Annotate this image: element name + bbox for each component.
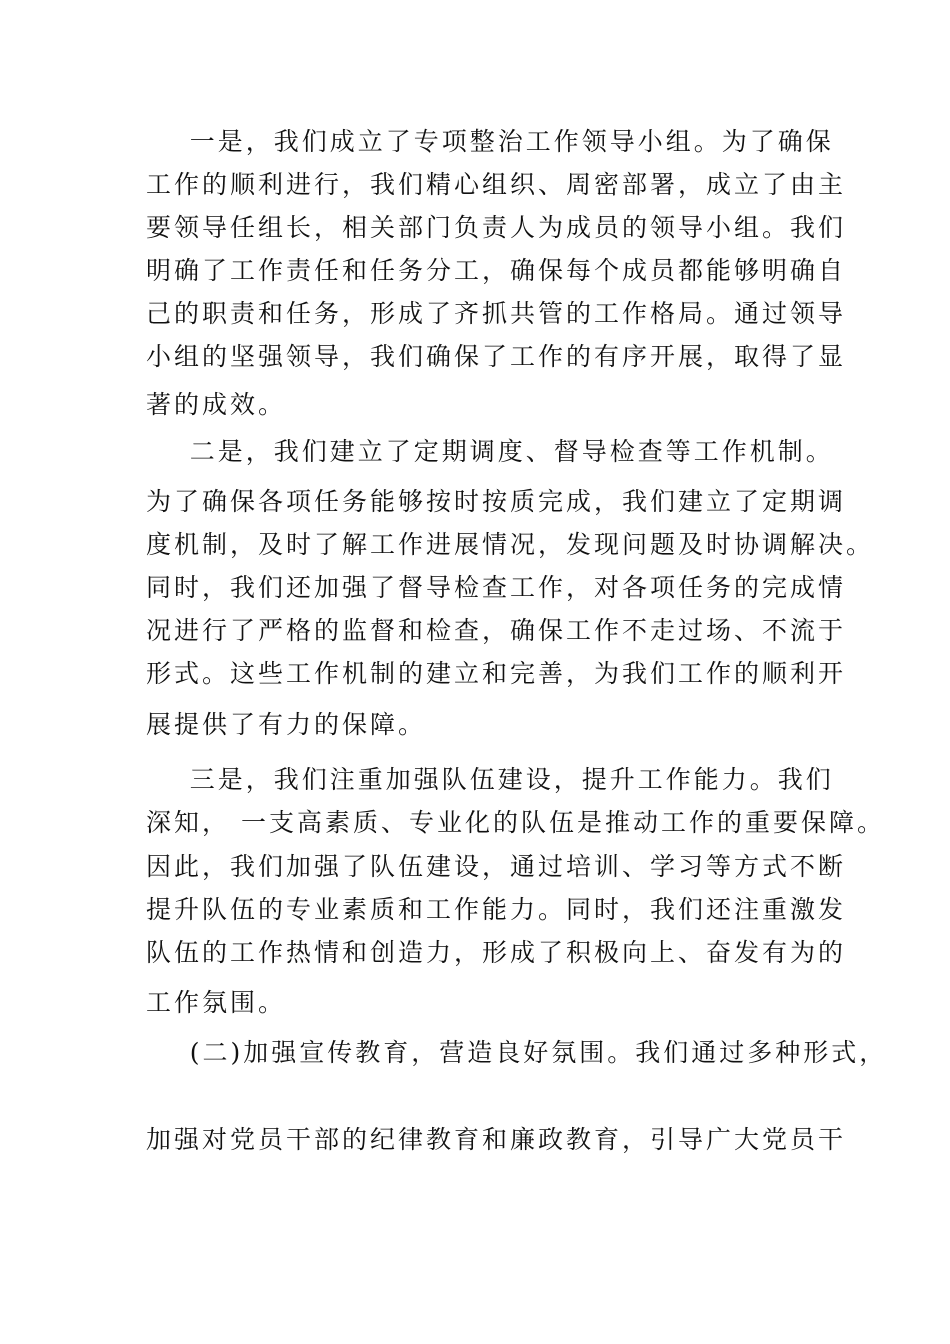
text-line: 展提供了有力的保障。 [146,710,427,739]
text-line: 形式。这些工作机制的建立和完善，为我们工作的顺利开 [146,659,847,688]
text-line: 己的职责和任务，形成了齐抓共管的工作格局。通过领导 [146,299,847,328]
text-line: 一是，我们成立了专项整治工作领导小组。为了确保 [146,127,834,156]
text-line: 度机制，及时了解工作进展情况，发现问题及时协调解决。 [146,530,875,559]
text-line: 著的成效。 [146,390,287,419]
text-line: 队伍的工作热情和创造力，形成了积极向上、奋发有为的 [146,938,847,967]
text-line: 工作氛围。 [146,988,287,1017]
text-line: 提升队伍的专业素质和工作能力。同时，我们还注重激发 [146,895,847,924]
text-line: 况进行了严格的监督和检查，确保工作不走过场、不流于 [146,616,847,645]
text-line: 三是，我们注重加强队伍建设，提升工作能力。我们 [146,765,834,794]
text-line: 为了确保各项任务能够按时按质完成，我们建立了定期调 [146,487,847,516]
text-line: 工作的顺利进行，我们精心组织、周密部署，成立了由主 [146,170,847,199]
text-line: 深知， 一支高素质、专业化的队伍是推动工作的重要保障。 [146,808,885,837]
text-line: 二是，我们建立了定期调度、督导检查等工作机制。 [146,437,834,466]
text-line: 要领导任组长，相关部门负责人为成员的领导小组。我们 [146,213,847,242]
text-line: 加强对党员干部的纪律教育和廉政教育，引导广大党员干 [146,1125,847,1154]
text-line: 同时，我们还加强了督导检查工作，对各项任务的完成情 [146,573,847,602]
text-line: (二)加强宣传教育，营造良好氛围。我们通过多种形式， [146,1038,888,1067]
text-line: 因此，我们加强了队伍建设，通过培训、学习等方式不断 [146,852,847,881]
text-line: 小组的坚强领导，我们确保了工作的有序开展，取得了显 [146,342,847,371]
text-line: 明确了工作责任和任务分工，确保每个成员都能够明确自 [146,256,847,285]
